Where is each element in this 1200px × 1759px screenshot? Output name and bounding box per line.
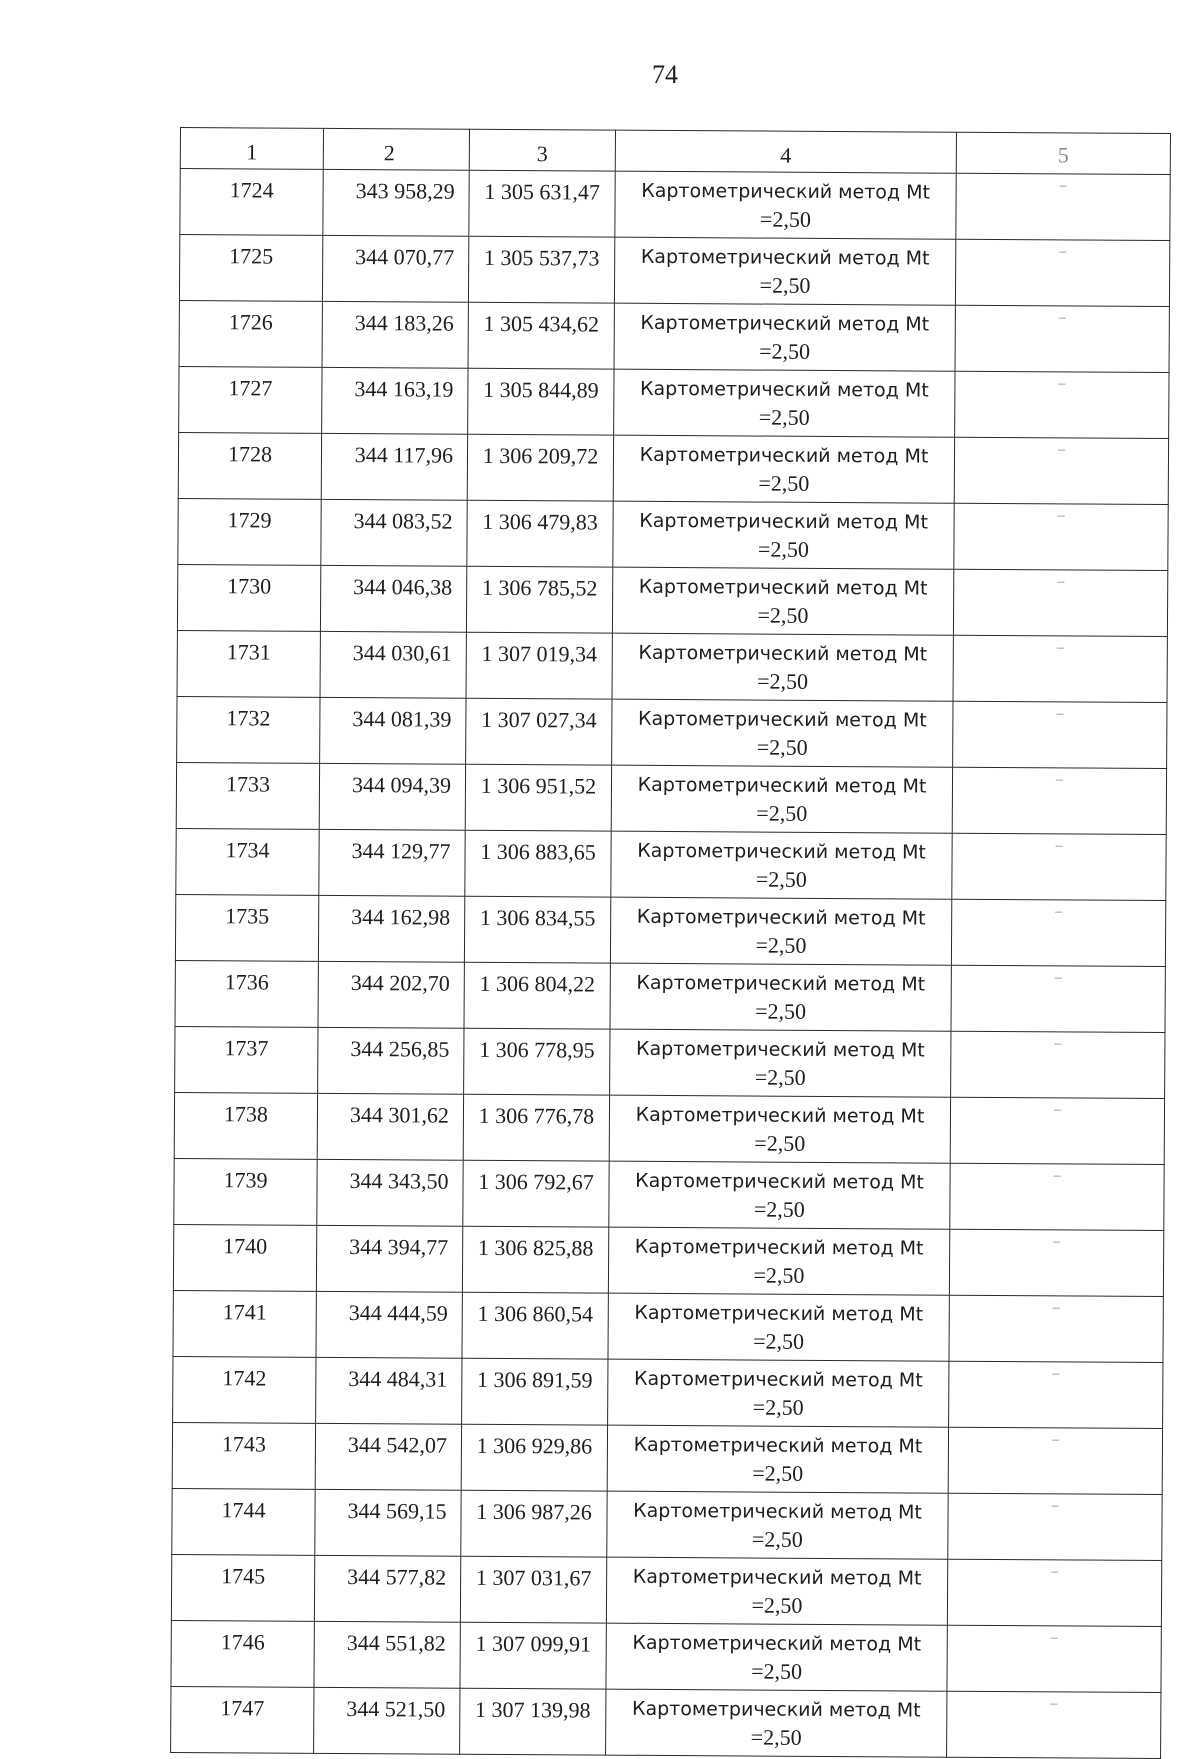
method-accuracy: =2,50 [750, 1724, 802, 1750]
method-cell [615, 171, 956, 239]
method-text: Картометрический метод Mt [638, 641, 928, 666]
coord-x: 344 256,85 [318, 1027, 464, 1094]
table-row [171, 1686, 1161, 1758]
method-accuracy: =2,50 [757, 668, 809, 694]
method-accuracy: =2,50 [753, 1328, 805, 1354]
method-accuracy: =2,50 [756, 800, 808, 826]
note-cell: – [948, 1493, 1162, 1560]
method-accuracy: =2,50 [758, 404, 810, 430]
method-accuracy: =2,50 [751, 1658, 803, 1684]
method-text: Картометрический метод Mt [637, 773, 927, 798]
coord-y: 1 307 139,98 [460, 1688, 606, 1755]
coord-x: 344 030,61 [320, 631, 466, 698]
coord-x: 344 129,77 [319, 829, 465, 896]
method-accuracy: =2,50 [752, 1394, 804, 1420]
note-cell: – [950, 1097, 1164, 1164]
coord-y: 1 307 099,91 [460, 1622, 606, 1689]
method-cell [609, 1095, 950, 1163]
note-cell: – [949, 1229, 1163, 1296]
coord-x: 344 394,77 [316, 1225, 462, 1292]
method-accuracy: =2,50 [753, 1262, 805, 1288]
note-cell: – [953, 701, 1167, 768]
point-number: 1744 [172, 1488, 315, 1555]
point-number: 1737 [175, 1026, 318, 1093]
coord-y: 1 306 860,54 [462, 1292, 608, 1359]
header-col-2: 2 [323, 128, 469, 170]
point-number: 1734 [176, 828, 319, 895]
method-cell [611, 831, 952, 899]
method-cell [614, 369, 955, 437]
method-cell [606, 1557, 947, 1625]
table-row [175, 960, 1165, 1032]
method-text: Картометрический метод Mt [632, 1565, 922, 1590]
method-cell [614, 237, 955, 305]
header-row [180, 128, 1170, 175]
table-row [177, 696, 1167, 768]
point-number: 1736 [175, 960, 318, 1027]
method-cell [613, 435, 954, 503]
method-cell [610, 1029, 951, 1097]
point-number: 1727 [179, 366, 322, 433]
header-col-1: 1 [180, 128, 323, 170]
coord-y: 1 307 031,67 [460, 1556, 606, 1623]
method-text: Картометрический метод Mt [638, 575, 928, 600]
method-cell [612, 699, 953, 767]
coord-x: 344 484,31 [316, 1357, 462, 1424]
method-accuracy: =2,50 [759, 272, 811, 298]
coord-y: 1 306 479,83 [467, 500, 613, 567]
method-accuracy: =2,50 [757, 536, 809, 562]
coord-x: 344 081,39 [320, 697, 466, 764]
coord-x: 344 202,70 [318, 961, 464, 1028]
method-accuracy: =2,50 [754, 1130, 806, 1156]
note-cell: – [949, 1361, 1163, 1428]
table-row [177, 564, 1167, 636]
method-cell [607, 1425, 948, 1493]
method-accuracy: =2,50 [755, 866, 807, 892]
method-text: Картометрический метод Mt [639, 509, 929, 534]
method-cell [608, 1293, 949, 1361]
point-number: 1728 [178, 432, 321, 499]
method-cell [610, 897, 951, 965]
coord-y: 1 305 844,89 [468, 368, 614, 435]
method-accuracy: =2,50 [755, 998, 807, 1024]
method-cell [611, 765, 952, 833]
coord-y: 1 306 834,55 [464, 896, 610, 963]
method-text: Картометрический метод Mt [633, 1499, 922, 1524]
coord-x: 344 444,59 [316, 1291, 462, 1358]
point-number: 1745 [171, 1554, 314, 1621]
header-col-4: 4 [615, 130, 956, 173]
method-text: Картометрический метод Mt [636, 971, 926, 996]
table-row [173, 1224, 1163, 1296]
point-number: 1738 [174, 1092, 317, 1159]
coord-x: 344 162,98 [318, 895, 464, 962]
table-row [176, 762, 1166, 834]
note-cell: – [955, 371, 1169, 438]
method-text: Картометрический метод Mt [639, 377, 929, 402]
note-cell: – [955, 305, 1169, 372]
point-number: 1733 [176, 762, 319, 829]
method-text: Картометрический метод Mt [637, 839, 926, 864]
method-text: Картометрический метод Mt [636, 905, 926, 930]
point-number: 1742 [173, 1356, 316, 1423]
coord-x: 344 046,38 [320, 565, 466, 632]
method-accuracy: =2,50 [751, 1592, 803, 1618]
point-number: 1726 [179, 300, 322, 367]
table-row [174, 1092, 1164, 1164]
method-cell [608, 1227, 949, 1295]
table-row [172, 1422, 1162, 1494]
note-cell: – [949, 1295, 1163, 1362]
coord-x: 344 094,39 [319, 763, 465, 830]
coord-x: 344 163,19 [322, 367, 468, 434]
method-text: Картометрический метод Mt [633, 1433, 923, 1458]
coord-y: 1 306 951,52 [465, 764, 611, 831]
method-accuracy: =2,50 [759, 206, 811, 232]
method-cell [610, 963, 951, 1031]
note-cell: – [951, 899, 1165, 966]
point-number: 1739 [174, 1158, 317, 1225]
method-cell [612, 567, 953, 635]
coord-y: 1 306 883,65 [465, 830, 611, 897]
table-row [180, 169, 1170, 241]
coord-y: 1 306 987,26 [461, 1490, 607, 1557]
method-accuracy: =2,50 [755, 932, 807, 958]
coordinates-table [170, 127, 1171, 1759]
note-cell: – [955, 239, 1169, 306]
table-row [174, 1158, 1164, 1230]
method-text: Картометрический метод Mt [634, 1235, 924, 1260]
coord-x: 344 343,50 [317, 1159, 463, 1226]
method-text: Картометрический метод Mt [635, 1169, 924, 1194]
coord-x: 344 083,52 [321, 499, 467, 566]
method-accuracy: =2,50 [759, 338, 811, 364]
header-col-5: 5 [956, 132, 1170, 174]
point-number: 1725 [179, 235, 322, 302]
coord-y: 1 306 792,67 [463, 1160, 609, 1227]
method-accuracy: =2,50 [757, 602, 809, 628]
point-number: 1740 [173, 1224, 316, 1291]
coord-x: 344 551,82 [314, 1621, 460, 1688]
note-cell: – [952, 767, 1166, 834]
method-cell [612, 633, 953, 701]
note-cell: – [947, 1691, 1161, 1758]
point-number: 1729 [178, 498, 321, 565]
note-cell: – [954, 503, 1168, 570]
point-number: 1743 [172, 1422, 315, 1489]
table-row [179, 366, 1169, 438]
coord-y: 1 307 027,34 [466, 698, 612, 765]
table-body [171, 169, 1171, 1759]
point-number: 1731 [177, 630, 320, 697]
method-cell [606, 1689, 947, 1757]
note-cell: – [956, 173, 1170, 240]
method-cell [608, 1359, 949, 1427]
method-text: Картометрический метод Mt [634, 1301, 924, 1326]
coord-x: 344 117,96 [321, 433, 467, 500]
method-cell [607, 1491, 948, 1559]
method-text: Картометрический метод Mt [639, 443, 929, 468]
method-cell [606, 1623, 947, 1691]
table-row [179, 235, 1169, 307]
method-accuracy: =2,50 [758, 470, 810, 496]
table-row [178, 432, 1168, 504]
table-row [177, 630, 1167, 702]
table-row [178, 498, 1168, 570]
coord-x: 344 569,15 [315, 1489, 461, 1556]
coord-y: 1 307 019,34 [466, 632, 612, 699]
note-cell: – [953, 569, 1167, 636]
coord-y: 1 306 778,95 [464, 1028, 610, 1095]
method-cell [613, 501, 954, 569]
method-accuracy: =2,50 [756, 734, 808, 760]
note-cell: – [950, 1163, 1164, 1230]
method-cell [609, 1161, 950, 1229]
table-row [179, 300, 1169, 372]
method-text: Картометрический метод Mt [632, 1631, 922, 1656]
method-text: Картометрический метод Mt [635, 1037, 925, 1062]
note-cell: – [947, 1559, 1161, 1626]
table-row [176, 828, 1166, 900]
point-number: 1730 [177, 564, 320, 631]
table-row [173, 1290, 1163, 1362]
note-cell: – [951, 1031, 1165, 1098]
method-accuracy: =2,50 [753, 1196, 805, 1222]
coord-y: 1 306 929,86 [461, 1424, 607, 1491]
coord-y: 1 306 785,52 [466, 566, 612, 633]
table-header [180, 128, 1170, 175]
table-row [171, 1554, 1161, 1626]
coord-x: 344 521,50 [314, 1687, 460, 1754]
coord-x: 344 542,07 [315, 1423, 461, 1490]
coord-x: 344 070,77 [322, 235, 468, 302]
coord-y: 1 306 804,22 [464, 962, 610, 1029]
table-row [172, 1488, 1162, 1560]
point-number: 1747 [171, 1686, 314, 1753]
note-cell: – [953, 635, 1167, 702]
coord-x: 344 577,82 [314, 1555, 460, 1622]
coord-y: 1 306 825,88 [462, 1226, 608, 1293]
method-text: Картометрический метод Mt [641, 179, 931, 204]
table-row [171, 1620, 1161, 1692]
point-number: 1741 [173, 1290, 316, 1357]
point-number: 1724 [180, 169, 323, 236]
coord-y: 1 305 537,73 [468, 236, 614, 303]
method-text: Картометрический метод Mt [637, 707, 927, 732]
point-number: 1735 [175, 894, 318, 961]
coord-x: 344 183,26 [322, 301, 468, 368]
method-accuracy: =2,50 [754, 1064, 806, 1090]
method-accuracy: =2,50 [751, 1526, 803, 1552]
coord-y: 1 306 776,78 [463, 1094, 609, 1161]
method-text: Картометрический метод Mt [631, 1697, 921, 1722]
point-number: 1732 [177, 696, 320, 763]
page-number: 74 [652, 60, 678, 89]
header-col-3: 3 [469, 129, 615, 171]
coord-y: 1 306 209,72 [467, 434, 613, 501]
note-cell: – [948, 1427, 1162, 1494]
coord-y: 1 305 631,47 [469, 170, 615, 237]
coord-x: 343 958,29 [323, 169, 469, 236]
note-cell: – [947, 1625, 1161, 1692]
note-cell: – [952, 833, 1166, 900]
note-cell: – [954, 437, 1168, 504]
method-accuracy: =2,50 [752, 1460, 804, 1486]
coord-y: 1 305 434,62 [468, 302, 614, 369]
method-text: Картометрический метод Mt [640, 311, 930, 336]
coord-x: 344 301,62 [317, 1093, 463, 1160]
method-text: Картометрический метод Mt [640, 245, 930, 270]
note-cell: – [951, 965, 1165, 1032]
table-row [175, 894, 1165, 966]
method-cell [614, 303, 955, 371]
coord-y: 1 306 891,59 [462, 1358, 608, 1425]
table-row [173, 1356, 1163, 1428]
table-row [175, 1026, 1165, 1098]
method-text: Картометрический метод Mt [635, 1103, 925, 1128]
method-text: Картометрический метод Mt [633, 1367, 923, 1392]
point-number: 1746 [171, 1620, 314, 1687]
